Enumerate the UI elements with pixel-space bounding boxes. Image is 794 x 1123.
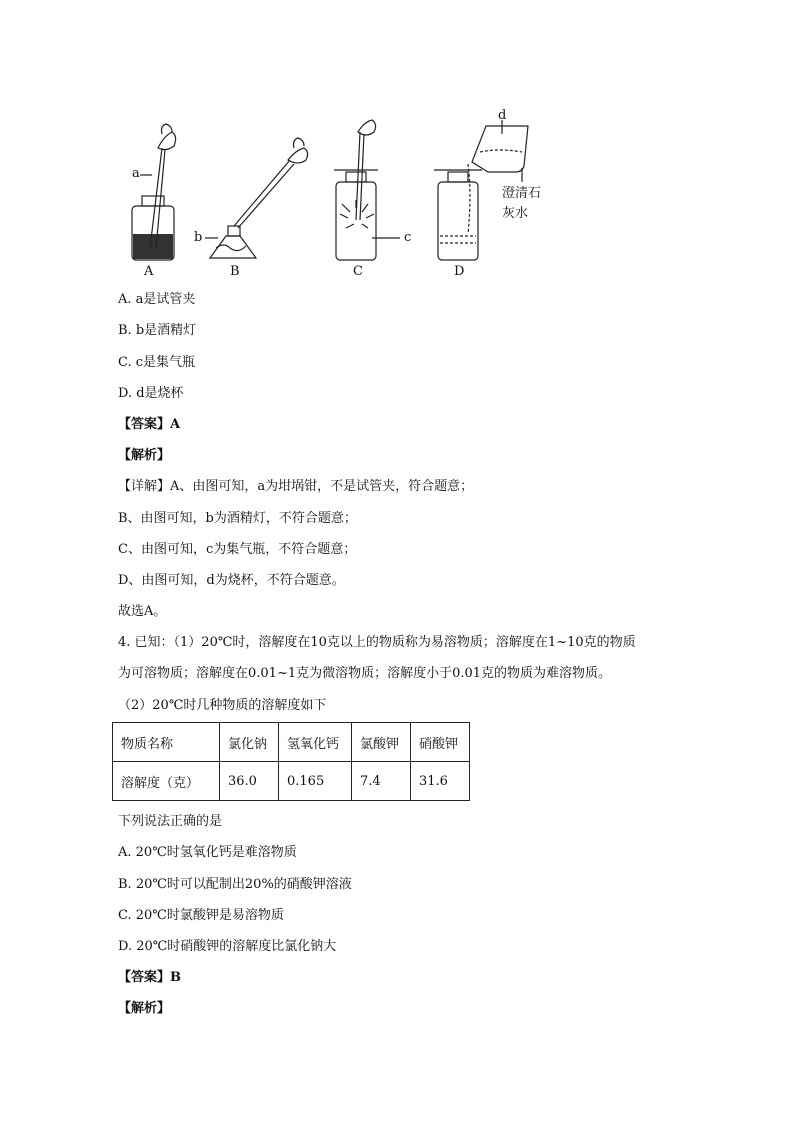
q3-answer: 【答案】A: [118, 417, 181, 432]
q4-stem-line2: 为可溶物质；溶解度在0.01~1克为微溶物质；溶解度小于0.01克的物质为难溶物质。: [118, 666, 612, 681]
q3-conclusion: 故选A。: [118, 604, 167, 619]
q4-option-b: B. 20℃时可以配制出20%的硝酸钾溶液: [118, 877, 352, 892]
q3-detail-3: C、由图可知，c为集气瓶，不符合题意；: [118, 542, 357, 557]
apparatus-a-bottle: [132, 124, 176, 260]
table-header-row: [113, 723, 470, 762]
apparatus-figure: [110, 108, 560, 280]
table-cell: 氯酸钾: [352, 723, 411, 762]
table-cell: 氢氧化钙: [279, 723, 352, 762]
table-cell: 硝酸钾: [411, 723, 470, 762]
q4-option-d: D. 20℃时硝酸钾的溶解度比氯化钠大: [118, 939, 337, 954]
q3-detail-2: B、由图可知，b为酒精灯，不符合题意；: [118, 511, 357, 526]
caption-a: A: [144, 264, 154, 279]
apparatus-b-lamp: [210, 138, 308, 258]
label-a: a: [132, 166, 140, 181]
q4-analysis-title: 【解析】: [118, 1001, 171, 1016]
q4-stem-line1: 4. 已知：（1）20℃时，溶解度在10克以上的物质称为易溶物质；溶解度在1~10克的物质: [118, 635, 636, 650]
q3-option-d: D. d是烧杯: [118, 386, 184, 401]
table-cell: 36.0: [220, 762, 279, 801]
q4-answer: 【答案】B: [118, 970, 181, 985]
q4-stem-line3: （2）20℃时几种物质的溶解度如下: [118, 698, 327, 713]
table-cell: 溶解度（克）: [113, 762, 220, 801]
table-cell: 31.6: [411, 762, 470, 801]
caption-c: C: [353, 264, 363, 279]
limewater-label-line1: 澄清石: [502, 186, 542, 201]
q3-option-b: B. b是酒精灯: [118, 323, 197, 338]
q3-option-c: C. c是集气瓶: [118, 355, 196, 370]
q3-detail-1: 【详解】A、由图可知，a为坩埚钳，不是试管夹，符合题意；: [118, 479, 474, 494]
q3-detail-4: D、由图可知，d为烧杯，不符合题意。: [118, 573, 345, 588]
table-cell: 物质名称: [113, 723, 220, 762]
q4-prompt: 下列说法正确的是: [118, 814, 223, 829]
table-cell: 7.4: [352, 762, 411, 801]
label-c: c: [404, 230, 412, 245]
label-b: b: [194, 230, 203, 245]
q3-analysis-title: 【解析】: [118, 448, 171, 463]
solubility-table: [112, 722, 470, 801]
apparatus-c-jar: [334, 120, 378, 260]
caption-d: D: [454, 264, 465, 279]
table-cell: 0.165: [279, 762, 352, 801]
apparatus-drawing: [110, 108, 560, 280]
q3-option-a: A. a是试管夹: [118, 292, 196, 307]
label-d: d: [498, 108, 507, 123]
q4-option-c: C. 20℃时氯酸钾是易溶物质: [118, 908, 284, 923]
limewater-label-line2: 灰水: [502, 206, 529, 221]
q4-option-a: A. 20℃时氢氧化钙是难溶物质: [118, 845, 297, 860]
table-row: [113, 762, 470, 801]
caption-b: B: [230, 264, 240, 279]
table-cell: 氯化钠: [220, 723, 279, 762]
